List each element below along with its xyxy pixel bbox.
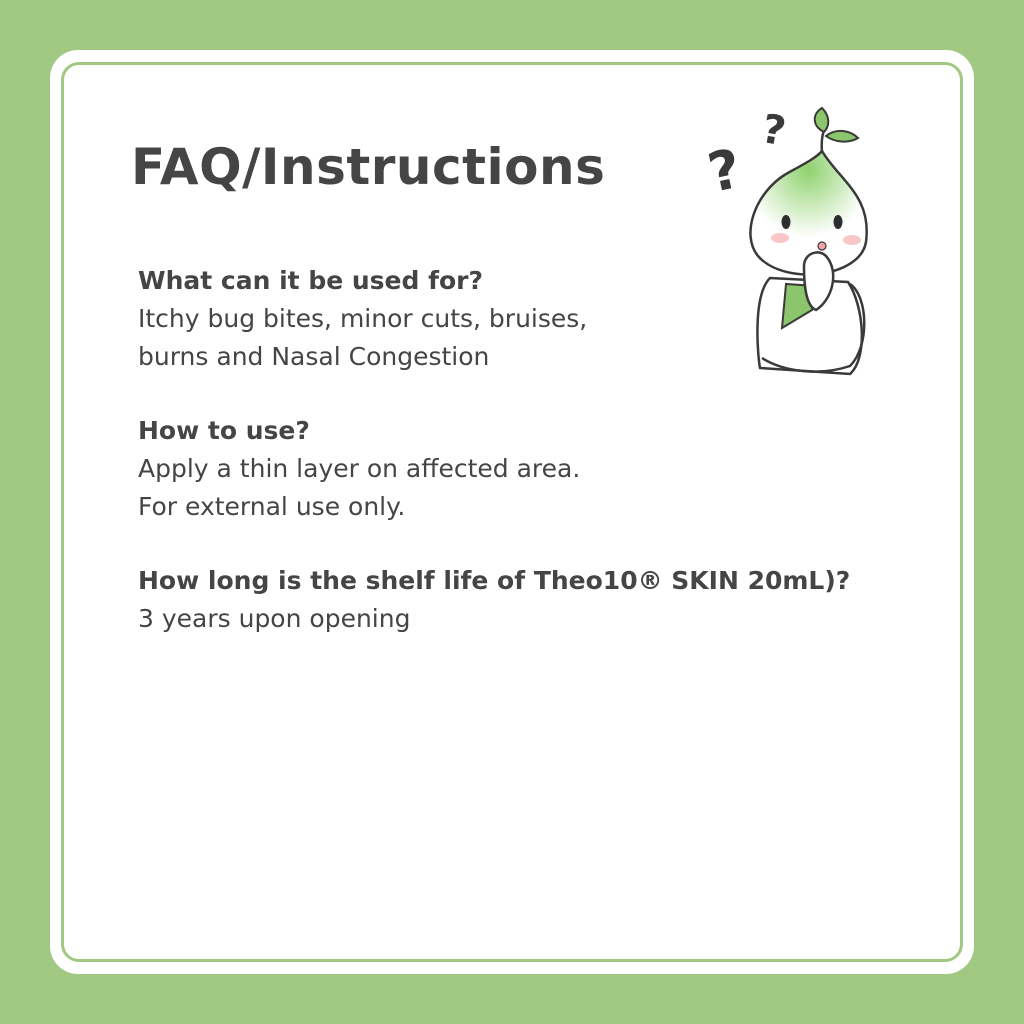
faq-item-shelf-life: [138, 562, 898, 638]
leaf-icon: [826, 131, 858, 142]
faq-item-how-to-use: [138, 412, 898, 526]
faq-answer: [138, 600, 898, 638]
confused-sprout-mascot-icon: [700, 96, 880, 386]
faq-answer-line: burns and Nasal Congestion: [138, 342, 490, 371]
leaf-icon: [815, 108, 829, 132]
question-mark-icon: ?: [702, 136, 747, 205]
faq-answer-line: Itchy bug bites, minor cuts, bruises,: [138, 304, 588, 333]
faq-answer-line: Apply a thin layer on affected area.: [138, 454, 581, 483]
faq-question: How long is the shelf life of Theo10® SKIN 20mL)?: [138, 566, 851, 595]
faq-question: How to use?: [138, 416, 310, 445]
faq-answer-line: For external use only.: [138, 492, 406, 521]
question-mark-icon: ?: [758, 106, 790, 156]
faq-answer-line: 3 years upon opening: [138, 604, 411, 633]
faq-question: What can it be used for?: [138, 266, 483, 295]
faq-answer: [138, 450, 898, 526]
page-title: FAQ/Instructions: [131, 138, 606, 196]
